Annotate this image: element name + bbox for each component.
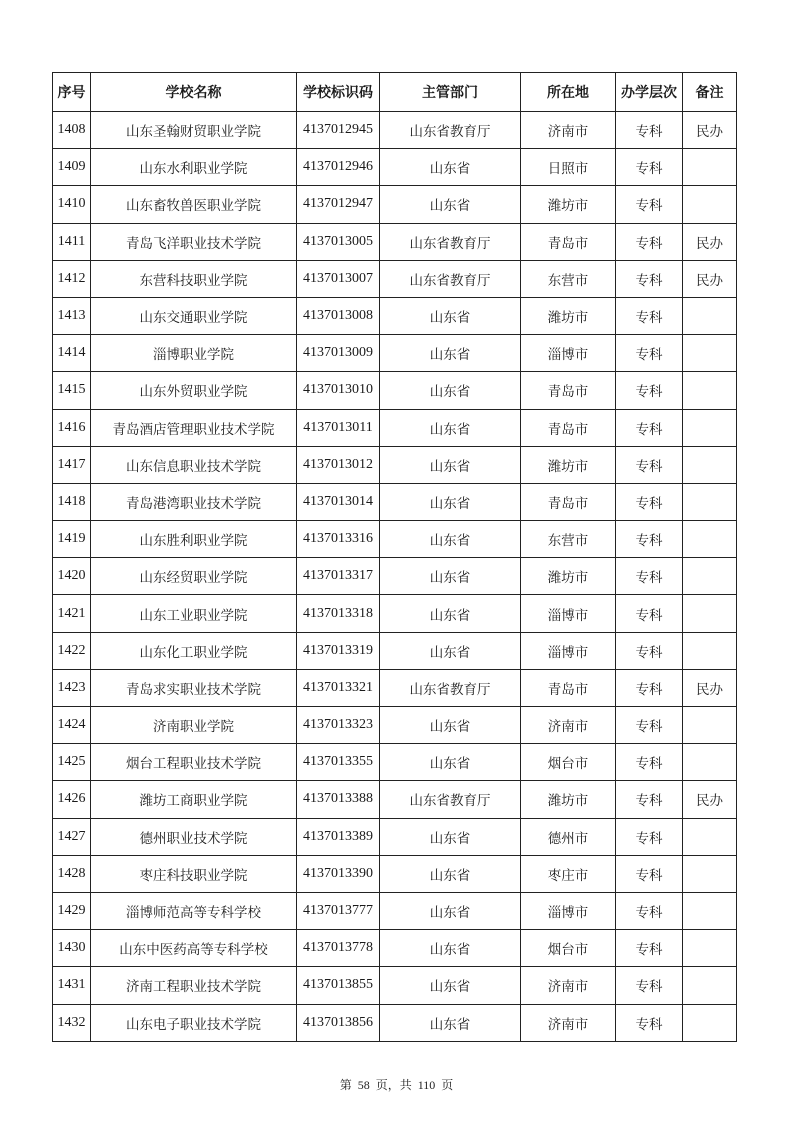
table-row <box>53 446 737 483</box>
cell-location: 青岛市 <box>521 409 616 446</box>
table-row <box>53 521 737 558</box>
cell-school-name: 山东化工职业学院 <box>91 632 297 669</box>
cell-school-name: 淄博职业学院 <box>91 335 297 372</box>
cell-school-name: 山东中医药高等专科学校 <box>91 930 297 967</box>
cell-location: 潍坊市 <box>521 446 616 483</box>
cell-department: 山东省教育厅 <box>380 223 521 260</box>
cell-school-code: 4137013010 <box>297 372 380 409</box>
cell-location: 淄博市 <box>521 335 616 372</box>
table-row <box>53 930 737 967</box>
cell-department: 山东省 <box>380 1004 521 1041</box>
table-row <box>53 707 737 744</box>
cell-level: 专科 <box>616 781 683 818</box>
cell-index: 1432 <box>53 1004 91 1041</box>
cell-school-name: 山东胜利职业学院 <box>91 521 297 558</box>
cell-index: 1420 <box>53 558 91 595</box>
cell-index: 1428 <box>53 855 91 892</box>
table-row <box>53 335 737 372</box>
cell-school-name: 潍坊工商职业学院 <box>91 781 297 818</box>
cell-level: 专科 <box>616 335 683 372</box>
cell-school-name: 山东水利职业学院 <box>91 149 297 186</box>
cell-index: 1416 <box>53 409 91 446</box>
cell-school-code: 4137013355 <box>297 744 380 781</box>
cell-department: 山东省 <box>380 186 521 223</box>
table-row <box>53 297 737 334</box>
cell-location: 济南市 <box>521 967 616 1004</box>
cell-school-code: 4137013389 <box>297 818 380 855</box>
cell-school-code: 4137013011 <box>297 409 380 446</box>
cell-school-code: 4137013316 <box>297 521 380 558</box>
cell-school-code: 4137012947 <box>297 186 380 223</box>
cell-school-name: 东营科技职业学院 <box>91 260 297 297</box>
cell-index: 1424 <box>53 707 91 744</box>
cell-level: 专科 <box>616 855 683 892</box>
cell-school-name: 山东工业职业学院 <box>91 595 297 632</box>
cell-department: 山东省 <box>380 409 521 446</box>
page-footer: 第 58 页，共 110 页 <box>339 1078 454 1092</box>
cell-location: 东营市 <box>521 521 616 558</box>
cell-department: 山东省 <box>380 967 521 1004</box>
header-location: 所在地 <box>521 73 616 112</box>
cell-remark <box>683 297 737 334</box>
cell-index: 1422 <box>53 632 91 669</box>
cell-school-code: 4137013014 <box>297 483 380 520</box>
cell-index: 1430 <box>53 930 91 967</box>
table-row <box>53 149 737 186</box>
cell-remark <box>683 632 737 669</box>
cell-level: 专科 <box>616 892 683 929</box>
cell-school-code: 4137013012 <box>297 446 380 483</box>
cell-department: 山东省教育厅 <box>380 781 521 818</box>
table-row <box>53 483 737 520</box>
cell-remark <box>683 595 737 632</box>
cell-remark <box>683 818 737 855</box>
cell-school-code: 4137013318 <box>297 595 380 632</box>
cell-index: 1417 <box>53 446 91 483</box>
cell-remark <box>683 446 737 483</box>
cell-department: 山东省 <box>380 892 521 929</box>
cell-school-code: 4137013390 <box>297 855 380 892</box>
cell-remark <box>683 930 737 967</box>
cell-remark <box>683 483 737 520</box>
cell-school-code: 4137012945 <box>297 112 380 149</box>
cell-level: 专科 <box>616 483 683 520</box>
cell-level: 专科 <box>616 707 683 744</box>
cell-remark <box>683 558 737 595</box>
table-row <box>53 818 737 855</box>
cell-school-code: 4137013856 <box>297 1004 380 1041</box>
cell-location: 烟台市 <box>521 930 616 967</box>
cell-school-name: 枣庄科技职业学院 <box>91 855 297 892</box>
cell-school-code: 4137013319 <box>297 632 380 669</box>
cell-level: 专科 <box>616 260 683 297</box>
cell-remark: 民办 <box>683 260 737 297</box>
header-department: 主管部门 <box>380 73 521 112</box>
cell-index: 1427 <box>53 818 91 855</box>
cell-level: 专科 <box>616 297 683 334</box>
cell-level: 专科 <box>616 223 683 260</box>
cell-school-code: 4137013778 <box>297 930 380 967</box>
cell-school-name: 山东圣翰财贸职业学院 <box>91 112 297 149</box>
cell-remark: 民办 <box>683 669 737 706</box>
cell-index: 1414 <box>53 335 91 372</box>
cell-department: 山东省教育厅 <box>380 669 521 706</box>
cell-school-code: 4137013008 <box>297 297 380 334</box>
cell-remark <box>683 892 737 929</box>
table-row <box>53 781 737 818</box>
cell-index: 1426 <box>53 781 91 818</box>
cell-location: 青岛市 <box>521 372 616 409</box>
cell-remark <box>683 855 737 892</box>
cell-department: 山东省教育厅 <box>380 260 521 297</box>
cell-school-name: 淄博师范高等专科学校 <box>91 892 297 929</box>
cell-location: 淄博市 <box>521 632 616 669</box>
cell-level: 专科 <box>616 558 683 595</box>
cell-index: 1418 <box>53 483 91 520</box>
table-row <box>53 409 737 446</box>
cell-remark <box>683 409 737 446</box>
table-row <box>53 112 737 149</box>
cell-school-code: 4137013317 <box>297 558 380 595</box>
cell-school-name: 济南职业学院 <box>91 707 297 744</box>
table-body <box>53 112 737 1042</box>
cell-remark <box>683 335 737 372</box>
cell-school-code: 4137013005 <box>297 223 380 260</box>
cell-remark: 民办 <box>683 112 737 149</box>
cell-school-code: 4137013321 <box>297 669 380 706</box>
cell-index: 1419 <box>53 521 91 558</box>
cell-department: 山东省 <box>380 149 521 186</box>
cell-level: 专科 <box>616 930 683 967</box>
cell-remark <box>683 521 737 558</box>
cell-index: 1431 <box>53 967 91 1004</box>
cell-school-name: 烟台工程职业技术学院 <box>91 744 297 781</box>
cell-level: 专科 <box>616 446 683 483</box>
cell-department: 山东省 <box>380 521 521 558</box>
cell-school-name: 青岛酒店管理职业技术学院 <box>91 409 297 446</box>
cell-index: 1429 <box>53 892 91 929</box>
cell-school-name: 青岛求实职业技术学院 <box>91 669 297 706</box>
header-level: 办学层次 <box>616 73 683 112</box>
cell-location: 潍坊市 <box>521 781 616 818</box>
cell-index: 1421 <box>53 595 91 632</box>
header-remark: 备注 <box>683 73 737 112</box>
cell-index: 1423 <box>53 669 91 706</box>
cell-school-name: 德州职业技术学院 <box>91 818 297 855</box>
cell-department: 山东省教育厅 <box>380 112 521 149</box>
cell-department: 山东省 <box>380 446 521 483</box>
cell-school-code: 4137013007 <box>297 260 380 297</box>
cell-level: 专科 <box>616 186 683 223</box>
cell-remark <box>683 372 737 409</box>
cell-level: 专科 <box>616 521 683 558</box>
cell-level: 专科 <box>616 595 683 632</box>
cell-school-code: 4137013009 <box>297 335 380 372</box>
cell-remark <box>683 967 737 1004</box>
cell-department: 山东省 <box>380 372 521 409</box>
cell-location: 潍坊市 <box>521 297 616 334</box>
table-row <box>53 1004 737 1041</box>
cell-level: 专科 <box>616 112 683 149</box>
cell-level: 专科 <box>616 149 683 186</box>
school-list-table <box>52 72 737 1042</box>
cell-location: 日照市 <box>521 149 616 186</box>
cell-department: 山东省 <box>380 558 521 595</box>
header-index: 序号 <box>53 73 91 112</box>
cell-school-name: 山东交通职业学院 <box>91 297 297 334</box>
table-row <box>53 558 737 595</box>
cell-school-name: 青岛港湾职业技术学院 <box>91 483 297 520</box>
cell-remark <box>683 186 737 223</box>
table-row <box>53 186 737 223</box>
cell-index: 1410 <box>53 186 91 223</box>
cell-location: 东营市 <box>521 260 616 297</box>
cell-location: 淄博市 <box>521 595 616 632</box>
cell-index: 1413 <box>53 297 91 334</box>
table-row <box>53 744 737 781</box>
table-row <box>53 260 737 297</box>
cell-location: 济南市 <box>521 1004 616 1041</box>
table-row <box>53 855 737 892</box>
cell-department: 山东省 <box>380 335 521 372</box>
cell-location: 青岛市 <box>521 669 616 706</box>
cell-department: 山东省 <box>380 632 521 669</box>
cell-remark: 民办 <box>683 223 737 260</box>
cell-school-name: 济南工程职业技术学院 <box>91 967 297 1004</box>
cell-location: 潍坊市 <box>521 558 616 595</box>
cell-school-code: 4137013777 <box>297 892 380 929</box>
cell-index: 1411 <box>53 223 91 260</box>
cell-department: 山东省 <box>380 483 521 520</box>
cell-school-name: 山东畜牧兽医职业学院 <box>91 186 297 223</box>
table-row <box>53 892 737 929</box>
cell-department: 山东省 <box>380 855 521 892</box>
cell-school-name: 山东信息职业技术学院 <box>91 446 297 483</box>
cell-school-name: 山东经贸职业学院 <box>91 558 297 595</box>
table-row <box>53 967 737 1004</box>
cell-school-name: 青岛飞洋职业技术学院 <box>91 223 297 260</box>
cell-department: 山东省 <box>380 818 521 855</box>
cell-location: 淄博市 <box>521 892 616 929</box>
cell-school-name: 山东电子职业技术学院 <box>91 1004 297 1041</box>
cell-level: 专科 <box>616 632 683 669</box>
cell-location: 枣庄市 <box>521 855 616 892</box>
cell-index: 1409 <box>53 149 91 186</box>
cell-school-code: 4137013855 <box>297 967 380 1004</box>
header-school-name: 学校名称 <box>91 73 297 112</box>
cell-remark <box>683 1004 737 1041</box>
cell-level: 专科 <box>616 818 683 855</box>
cell-index: 1415 <box>53 372 91 409</box>
cell-location: 青岛市 <box>521 223 616 260</box>
cell-location: 济南市 <box>521 707 616 744</box>
header-school-code: 学校标识码 <box>297 73 380 112</box>
cell-index: 1425 <box>53 744 91 781</box>
cell-location: 济南市 <box>521 112 616 149</box>
cell-school-code: 4137012946 <box>297 149 380 186</box>
cell-location: 德州市 <box>521 818 616 855</box>
cell-level: 专科 <box>616 744 683 781</box>
cell-location: 青岛市 <box>521 483 616 520</box>
cell-index: 1412 <box>53 260 91 297</box>
cell-school-code: 4137013388 <box>297 781 380 818</box>
cell-school-code: 4137013323 <box>297 707 380 744</box>
cell-department: 山东省 <box>380 297 521 334</box>
cell-level: 专科 <box>616 1004 683 1041</box>
cell-department: 山东省 <box>380 707 521 744</box>
cell-level: 专科 <box>616 669 683 706</box>
cell-remark <box>683 149 737 186</box>
cell-location: 潍坊市 <box>521 186 616 223</box>
table-row <box>53 669 737 706</box>
cell-level: 专科 <box>616 372 683 409</box>
cell-remark: 民办 <box>683 781 737 818</box>
table-header-row <box>53 73 737 112</box>
table-row <box>53 223 737 260</box>
cell-level: 专科 <box>616 967 683 1004</box>
cell-department: 山东省 <box>380 930 521 967</box>
cell-remark <box>683 707 737 744</box>
table-row <box>53 632 737 669</box>
cell-index: 1408 <box>53 112 91 149</box>
cell-level: 专科 <box>616 409 683 446</box>
cell-location: 烟台市 <box>521 744 616 781</box>
table-row <box>53 372 737 409</box>
cell-department: 山东省 <box>380 744 521 781</box>
cell-department: 山东省 <box>380 595 521 632</box>
cell-remark <box>683 744 737 781</box>
cell-school-name: 山东外贸职业学院 <box>91 372 297 409</box>
table-row <box>53 595 737 632</box>
